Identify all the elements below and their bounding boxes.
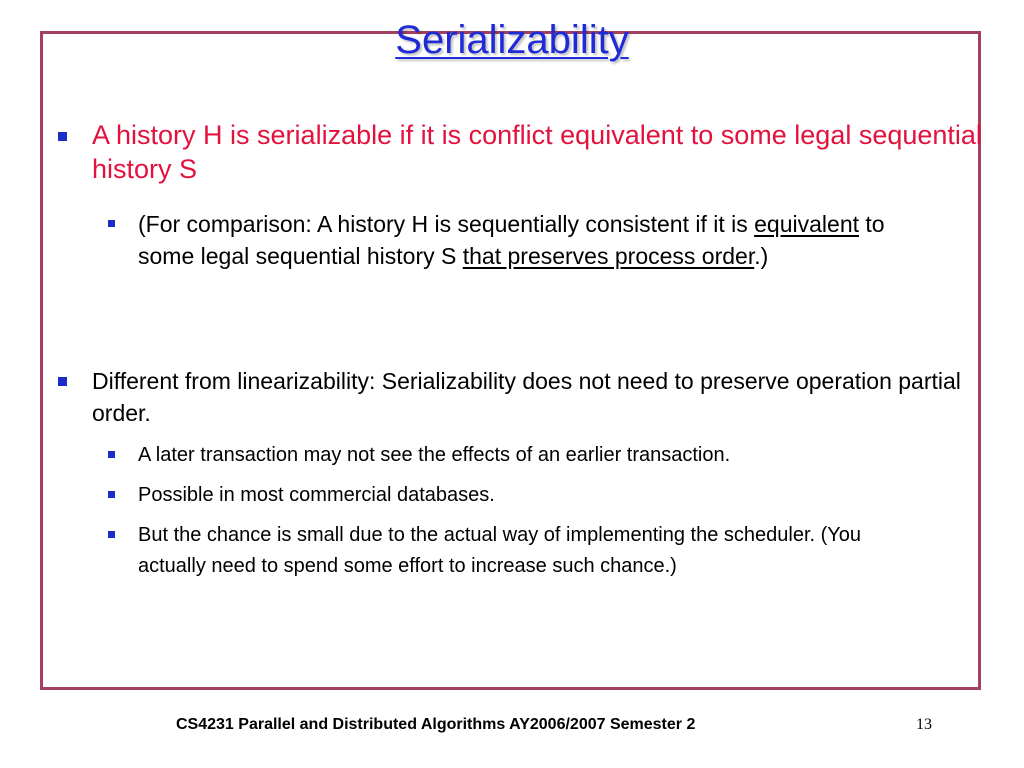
text-run: (For comparison: A history H is sequentially consistent if it is — [138, 211, 755, 237]
square-bullet-icon — [108, 491, 115, 498]
square-bullet-icon — [58, 132, 67, 141]
sub-bullet-text — [138, 208, 908, 272]
sub-bullet-text: A later transaction may not see the effects of an earlier transaction. — [138, 444, 731, 466]
text-run: to some legal sequential history S — [138, 211, 885, 269]
page-number: 13 — [916, 716, 932, 733]
square-bullet-icon — [108, 451, 115, 458]
square-bullet-icon — [108, 220, 115, 227]
slide-title: Serializability — [395, 18, 629, 62]
underlined-term: equivalent — [754, 211, 859, 237]
underlined-term: that preserves process order — [462, 243, 755, 269]
bullet-text: A history H is serializable if it is conflict equivalent to some legal sequential history S — [92, 120, 982, 184]
bullet-text: Different from linearizability: Serializability does not need to preserve operation partial order. — [92, 368, 961, 426]
square-bullet-icon — [58, 377, 67, 386]
sub-bullet-text: Possible in most commercial databases. — [138, 484, 495, 506]
sub-bullet-text: But the chance is small due to the actual way of implementing the scheduler. (You actually need to spend some effort to increase such chance.) — [138, 524, 862, 577]
square-bullet-icon — [108, 531, 115, 538]
text-run: .) — [754, 243, 769, 269]
footer-course: CS4231 Parallel and Distributed Algorithms AY2006/2007 Semester 2 — [176, 716, 696, 733]
